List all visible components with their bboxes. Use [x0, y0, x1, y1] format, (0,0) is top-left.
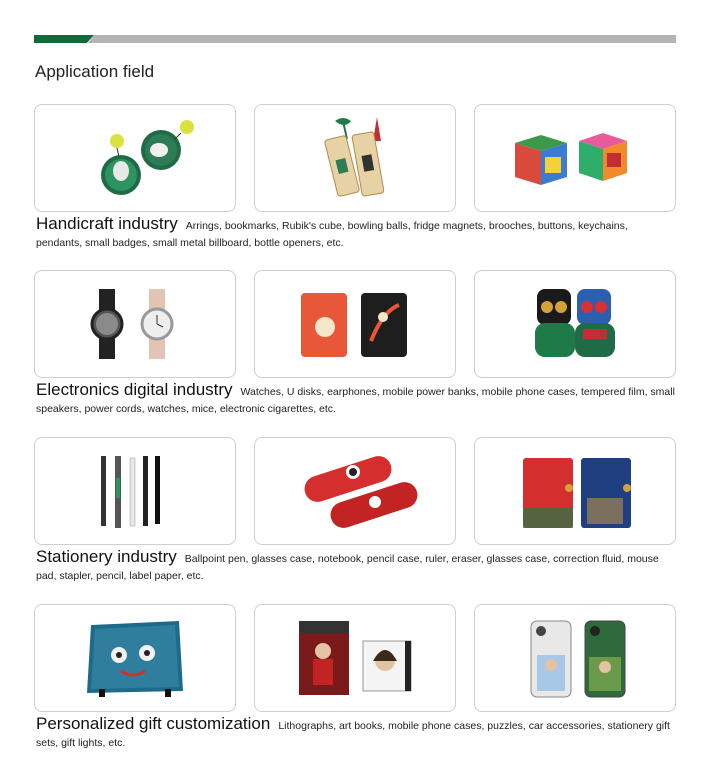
glasses-case-image — [254, 437, 456, 545]
watches-image — [34, 270, 236, 378]
earrings-image — [34, 104, 236, 212]
earphone-cases-image — [474, 270, 676, 378]
divider-bar — [88, 35, 676, 43]
section-stationery — [34, 437, 676, 585]
section-text: Arrings, bookmarks, Rubik's cube, bowling balls, fridge magnets, brooches, buttons, keychains, pendants, small badges, small metal billboard, bottle openers, etc. — [36, 220, 628, 249]
section-heading: Electronics digital industry — [36, 380, 233, 399]
phone-cases-image — [254, 270, 456, 378]
section-personalized-gift — [34, 604, 676, 752]
section-heading: Handicraft industry — [36, 214, 178, 233]
section-electronics — [34, 270, 676, 418]
rubiks-cube-image — [474, 104, 676, 212]
section-description — [34, 715, 676, 752]
section-description — [34, 381, 676, 418]
notebooks-image — [474, 437, 676, 545]
header-divider — [34, 35, 676, 43]
section-heading: Stationery industry — [36, 547, 177, 566]
section-description — [34, 548, 676, 585]
bookmarks-image — [254, 104, 456, 212]
section-text: Ballpoint pen, glasses case, notebook, pencil case, ruler, eraser, glasses case, correction fluid, mouse pad, stapler, pencil, label paper, etc. — [36, 553, 659, 582]
section-heading: Personalized gift customization — [36, 714, 271, 733]
section-text: Lithographs, art books, mobile phone cases, puzzles, car accessories, stationery gift sets, gift lights, etc. — [36, 720, 670, 749]
section-description — [34, 215, 676, 252]
section-text: Watches, U disks, earphones, mobile power banks, mobile phone cases, tempered film, small speakers, power cords, watches, mice, electronic cigarettes, etc. — [36, 386, 675, 415]
section-handicraft — [34, 104, 676, 252]
photo-books-image — [254, 604, 456, 712]
pens-image — [34, 437, 236, 545]
photo-phone-cases-image — [474, 604, 676, 712]
accent-bar — [34, 35, 94, 43]
lithograph-image — [34, 604, 236, 712]
page-title: Application field — [35, 62, 155, 81]
